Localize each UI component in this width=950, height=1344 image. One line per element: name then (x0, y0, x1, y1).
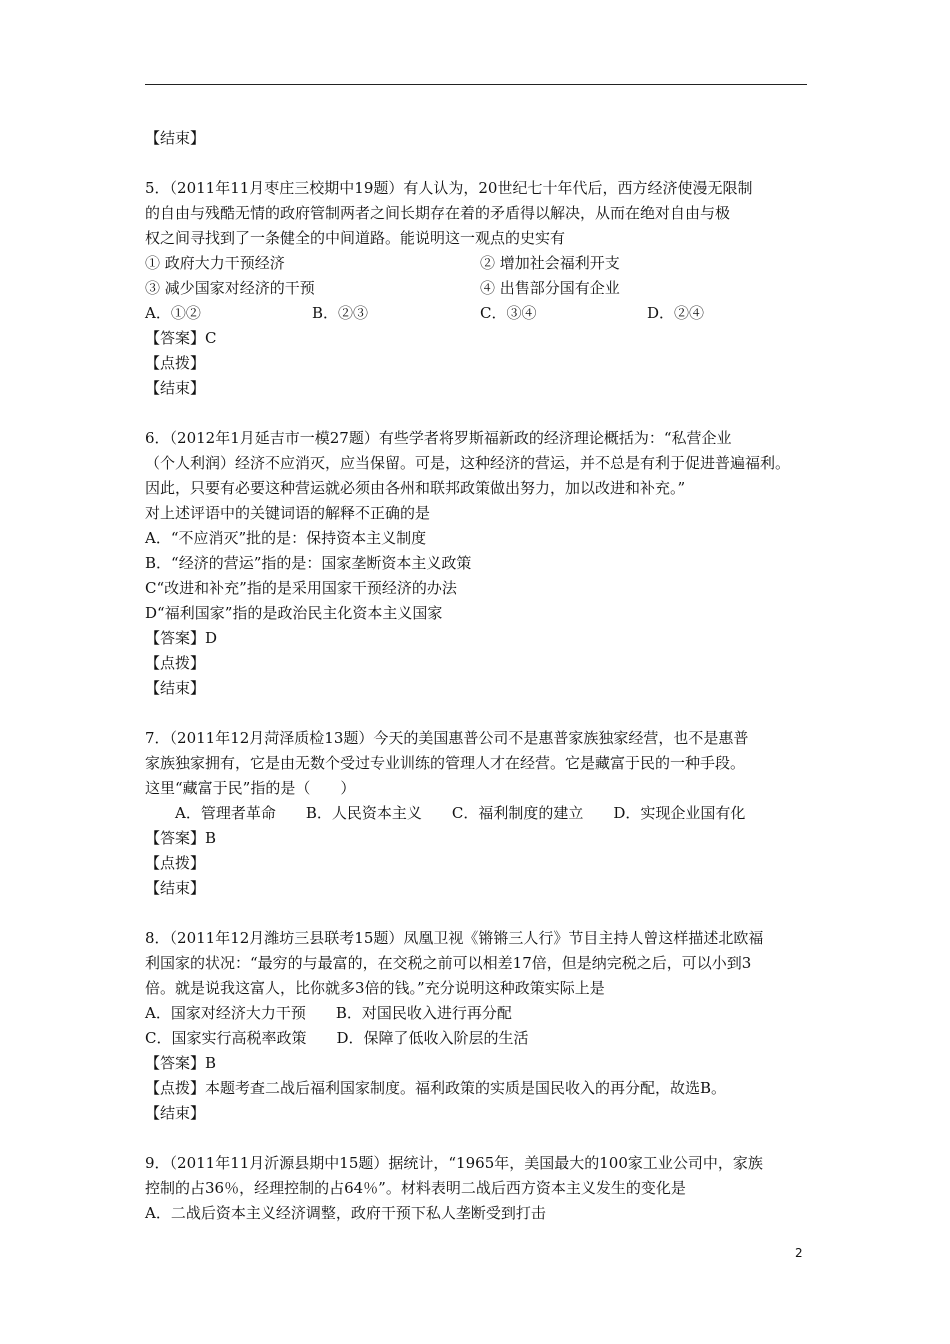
question-stem-line: 因此，只要有必要这种营运就必须由各州和联邦政策做出努力，加以改进和补充。” (145, 479, 686, 497)
question-stem-line: 5．（2011年11月枣庄三校期中19题）有人认为，20世纪七十年代后，西方经济使漫无限制 (145, 179, 753, 197)
question-stem-line: 6．（2012年1月延吉市一模27题）有些学者将罗斯福新政的经济理论概括为：“私营企业 (145, 429, 732, 447)
hint: 【点拨】 (145, 654, 206, 672)
question-9 (145, 1151, 815, 1226)
question-6 (145, 426, 815, 701)
option-a: A．管理者革命 (175, 804, 276, 822)
question-stem-line: 利国家的状况：“最穷的与最富的，在交税之前可以相差17倍，但是纳完税之后，可以小到3 (145, 954, 752, 972)
end-marker: 【结束】 (145, 129, 206, 147)
end-marker: 【结束】 (145, 879, 206, 897)
hint: 【点拨】本题考查二战后福利国家制度。福利政策的实质是国民收入的再分配，故选B。 (145, 1079, 727, 1097)
end-marker: 【结束】 (145, 379, 206, 397)
answer: 【答案】D (145, 629, 218, 647)
question-stem-line: 家族独家拥有，它是由无数个受过专业训练的管理人才在经营。它是藏富于民的一种手段。 (145, 754, 746, 772)
question-7 (145, 726, 815, 901)
answer: 【答案】B (145, 829, 217, 847)
header-rule (145, 84, 807, 85)
hint: 【点拨】 (145, 354, 206, 372)
question-stem-line: （个人利润）经济不应消灭，应当保留。可是，这种经济的营运，并不总是有利于促进普遍福利。 (145, 454, 791, 472)
question-stem-line: 倍。就是说我这富人，比你就多3倍的钱。”充分说明这种政策实际上是 (145, 979, 605, 997)
item-row (145, 251, 815, 276)
option-row-ab: A．国家对经济大力干预 B．对国民收入进行再分配 (145, 1004, 512, 1022)
option-b: B．②③ (312, 304, 369, 322)
end-marker: 【结束】 (145, 1104, 206, 1122)
item: ③ 减少国家对经济的干预 (145, 279, 315, 297)
option-d: D．②④ (647, 304, 705, 322)
page-number: 2 (795, 1246, 803, 1260)
option-d: D．实现企业国有化 (613, 804, 746, 822)
option-a: A．二战后资本主义经济调整，政府干预下私人垄断受到打击 (145, 1204, 546, 1222)
question-stem-line: 对上述评语中的关键词语的解释不正确的是 (145, 504, 431, 522)
option-c: C“改进和补充”指的是采用国家干预经济的办法 (145, 579, 457, 597)
item: ② 增加社会福利开支 (480, 254, 620, 272)
question-stem-line: 权之间寻找到了一条健全的中间道路。能说明这一观点的史实有 (145, 229, 566, 247)
option-row (145, 801, 815, 826)
option-b: B．人民资本主义 (305, 804, 422, 822)
question-5 (145, 176, 815, 401)
item-row (145, 276, 815, 301)
question-stem-line: 8．（2011年12月潍坊三县联考15题）凤凰卫视《锵锵三人行》节目主持人曾这样描述北欧福 (145, 929, 764, 947)
item: ④ 出售部分国有企业 (480, 279, 620, 297)
question-8 (145, 926, 815, 1126)
hint: 【点拨】 (145, 854, 206, 872)
option-a: A．“不应消灭”批的是：保持资本主义制度 (145, 529, 427, 547)
item: ① 政府大力干预经济 (145, 254, 285, 272)
answer: 【答案】B (145, 1054, 217, 1072)
question-stem-line: 9．（2011年11月沂源县期中15题）据统计，“1965年，美国最大的100家工业公司中，家族 (145, 1154, 763, 1172)
option-d: D“福利国家”指的是政治民主化资本主义国家 (145, 604, 443, 622)
question-stem-line: 控制的占36％，经理控制的占64％”。材料表明二战后西方资本主义发生的变化是 (145, 1179, 686, 1197)
question-stem-line: 7．（2011年12月菏泽质检13题）今天的美国惠普公司不是惠普家族独家经营，也不是惠普 (145, 729, 749, 747)
answer: 【答案】C (145, 329, 217, 347)
option-row (145, 301, 815, 326)
option-a: A．①② (145, 304, 201, 322)
page-content (145, 126, 815, 1226)
option-row-cd: C．国家实行高税率政策 D．保障了低收入阶层的生活 (145, 1029, 529, 1047)
end-marker: 【结束】 (145, 679, 206, 697)
question-stem-line: 的自由与残酷无情的政府管制两者之间长期存在着的矛盾得以解决，从而在绝对自由与极 (145, 204, 731, 222)
option-c: C．福利制度的建立 (451, 804, 584, 822)
option-c: C．③④ (480, 304, 537, 322)
question-stem-line: 这里“藏富于民”指的是（ ） (145, 779, 356, 797)
option-b: B．“经济的营运”指的是：国家垄断资本主义政策 (145, 554, 472, 572)
